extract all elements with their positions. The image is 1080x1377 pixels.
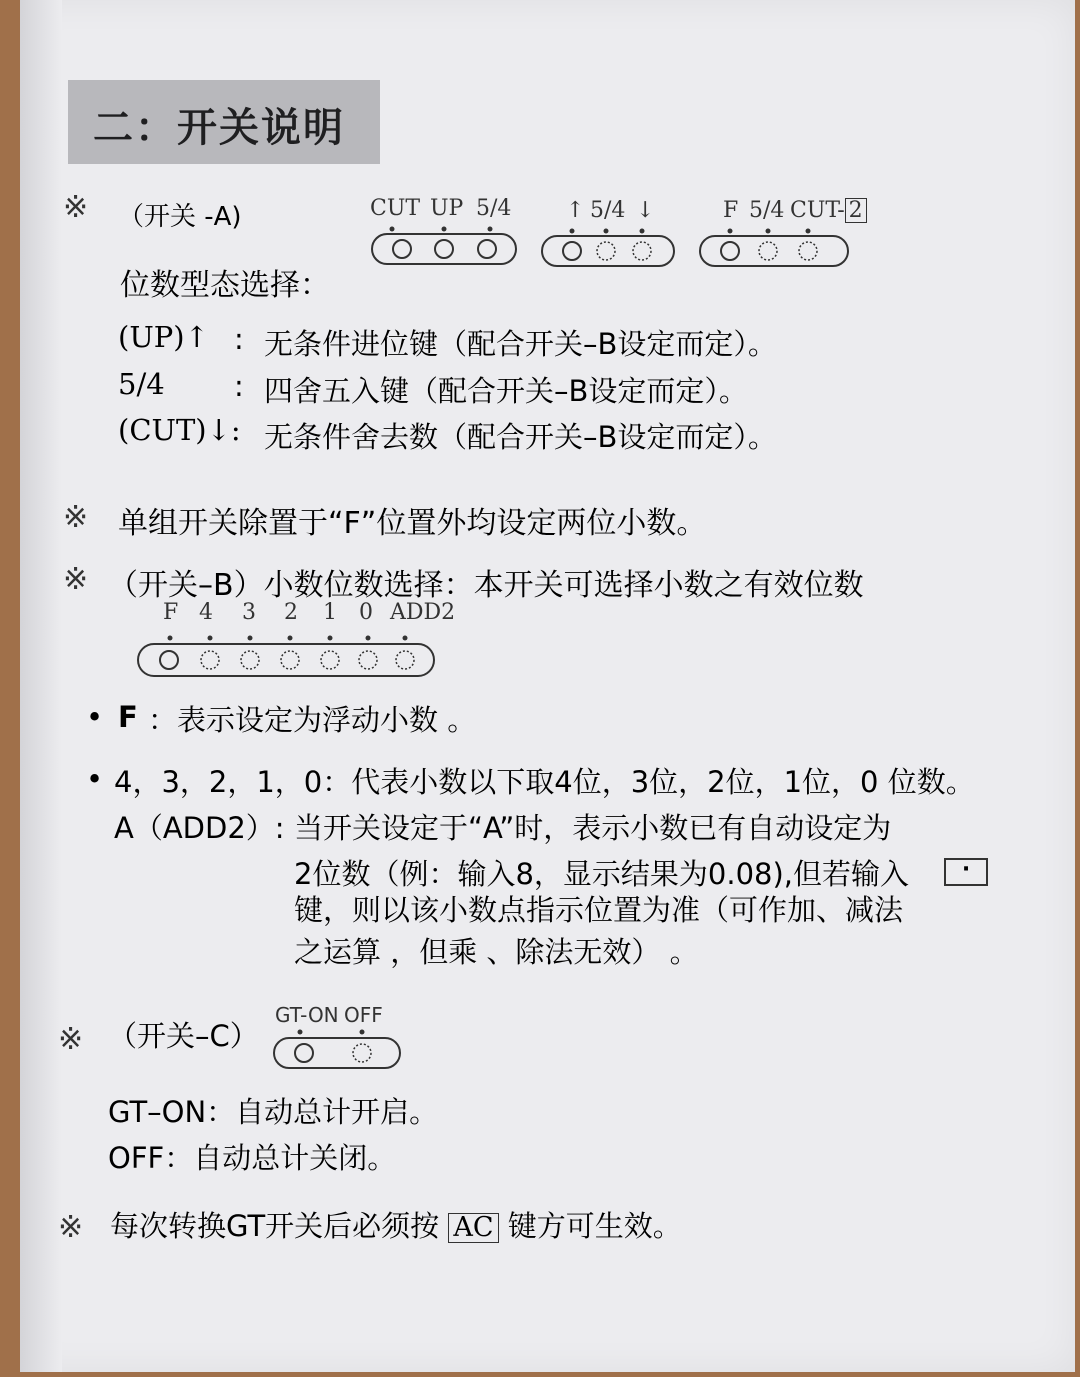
bullet-f-key: F	[118, 700, 138, 734]
switch-b-label-2: 2	[284, 600, 298, 625]
switch-b-slider	[138, 636, 434, 677]
reference-mark: ※	[63, 500, 89, 535]
switch-a-d3-label-f: F	[723, 198, 739, 223]
off-text: OFF：自动总计关闭。	[108, 1141, 397, 1175]
switch-a-heading: （开关 -A)	[118, 202, 242, 232]
switch-c-heading: （开关–C）	[108, 1019, 259, 1053]
ac-key: AC	[448, 1213, 498, 1243]
add2-line-3: 键，则以该小数点指示位置为准（可作加、减法	[294, 893, 904, 927]
reference-mark: ※	[63, 562, 89, 597]
row-up-sep: :	[234, 322, 244, 356]
add2-line-1: 当开关设定于“A”时，表示小数已有自动设定为	[294, 811, 892, 845]
reference-mark: ※	[63, 190, 89, 225]
switch-a-d1-label-54: 5/4	[476, 196, 512, 221]
switch-b-label-4: 4	[199, 600, 213, 625]
switch-b-label-3: 3	[242, 600, 256, 625]
switch-a-slider-3	[700, 229, 848, 267]
row-up-desc: 无条件进位键（配合开关–B设定而定）。	[264, 327, 777, 361]
switch-a-d2-label-down-arrow: ↓	[636, 198, 655, 223]
switch-c-label-gt-on: GT-ON	[275, 1003, 339, 1027]
switch-a-d3-label-cut: CUT- 2	[790, 198, 867, 223]
bullet-digits-text: 4，3，2，1，0：代表小数以下取4位，3位，2位，1位，0 位数。	[114, 765, 975, 799]
reference-mark: ※	[58, 1022, 84, 1057]
switch-a-subtitle: 位数型态选择：	[120, 268, 330, 303]
switch-b-label-f: F	[163, 600, 179, 625]
switch-a-d1-label-cut: CUT	[370, 196, 421, 221]
gt-on-text: GT–ON：自动总计开启。	[108, 1095, 439, 1129]
row-up-key: (UP)↑	[118, 320, 209, 354]
row-54-key: 5/4	[118, 367, 165, 401]
add2-key: A（ADD2）:	[114, 811, 285, 845]
reference-mark: ※	[58, 1210, 84, 1245]
add2-line-2: 2位数（例：输入8，显示结果为0.08),但若输入	[294, 857, 910, 891]
bullet-dot: •	[86, 700, 104, 734]
bullet-dot: •	[86, 762, 104, 796]
bullet-f-text: ：表示设定为浮动小数 。	[148, 703, 477, 737]
switch-b-label-1: 1	[323, 600, 337, 625]
switch-a-d3-label-54: 5/4	[749, 198, 785, 223]
switch-a-d2-label-up-arrow: ↑	[566, 198, 585, 223]
row-54-desc: 四舍五入键（配合开关–B设定而定）。	[264, 374, 748, 408]
decimal-point-key: ·	[944, 858, 988, 886]
switch-a-d1-label-up: UP	[430, 196, 464, 221]
switch-b-heading: （开关–B）小数位数选择：本开关可选择小数之有效位数	[108, 568, 864, 603]
switch-a-d2-label-54: 5/4	[590, 198, 626, 223]
switch-c-slider	[274, 1030, 400, 1069]
boxed-two-key: 2	[845, 198, 867, 223]
add2-line-4: 之运算 ，但乘 、除法无效） 。	[294, 935, 699, 969]
switch-b-label-0: 0	[359, 600, 373, 625]
switch-c-label-off: OFF	[344, 1003, 383, 1027]
row-cut-key: (CUT)↓:	[118, 413, 241, 447]
switch-a-slider-2	[542, 229, 674, 267]
page-title: 二：开关说明	[93, 105, 345, 151]
single-switch-note: 单组开关除置于“F”位置外均设定两位小数。	[118, 506, 707, 541]
final-note-text: 每次转换GT开关后必须按 AC 键方可生效。	[110, 1209, 682, 1243]
switch-b-label-add2: ADD2	[390, 600, 456, 625]
row-54-sep: :	[234, 369, 244, 403]
row-cut-desc: 无条件舍去数（配合开关–B设定而定）。	[264, 420, 777, 454]
switch-a-slider-1	[372, 227, 516, 265]
